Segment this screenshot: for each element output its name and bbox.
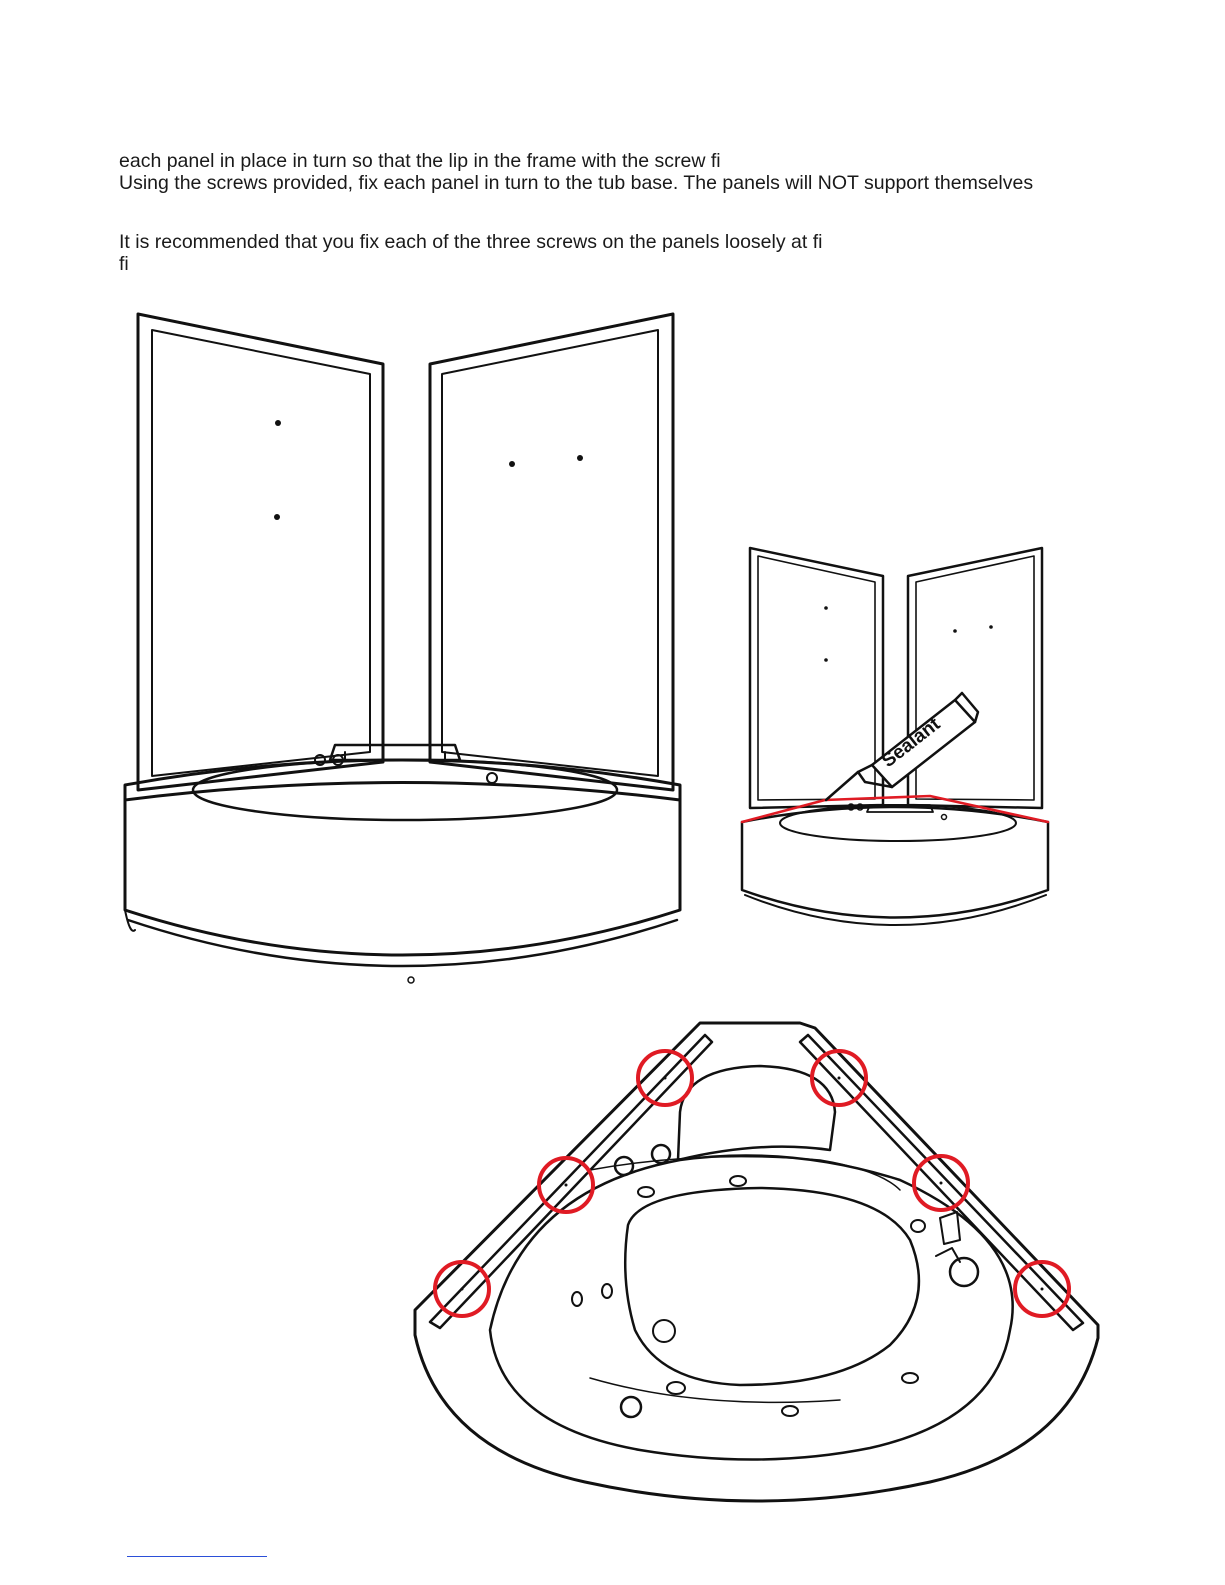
footer-link-underline[interactable] — [127, 1556, 267, 1557]
small-enclosure-illustration — [742, 548, 1048, 925]
instruction-line: Using the screws provided, fix each panel in turn to the tub base. The panels will NOT support themselves — [119, 172, 1034, 194]
large-enclosure-illustration — [125, 314, 680, 983]
fixing-point-markers — [435, 1051, 1069, 1316]
sealant-label: Sealant — [878, 713, 945, 772]
tub-top-view-illustration — [415, 1023, 1098, 1501]
instruction-line: It is recommended that you fix each of the three screws on the panels loosely at fi — [119, 231, 823, 253]
instruction-line: each panel in place in turn so that the lip in the frame with the screw fi — [119, 150, 721, 172]
instruction-line: fi — [119, 253, 129, 275]
